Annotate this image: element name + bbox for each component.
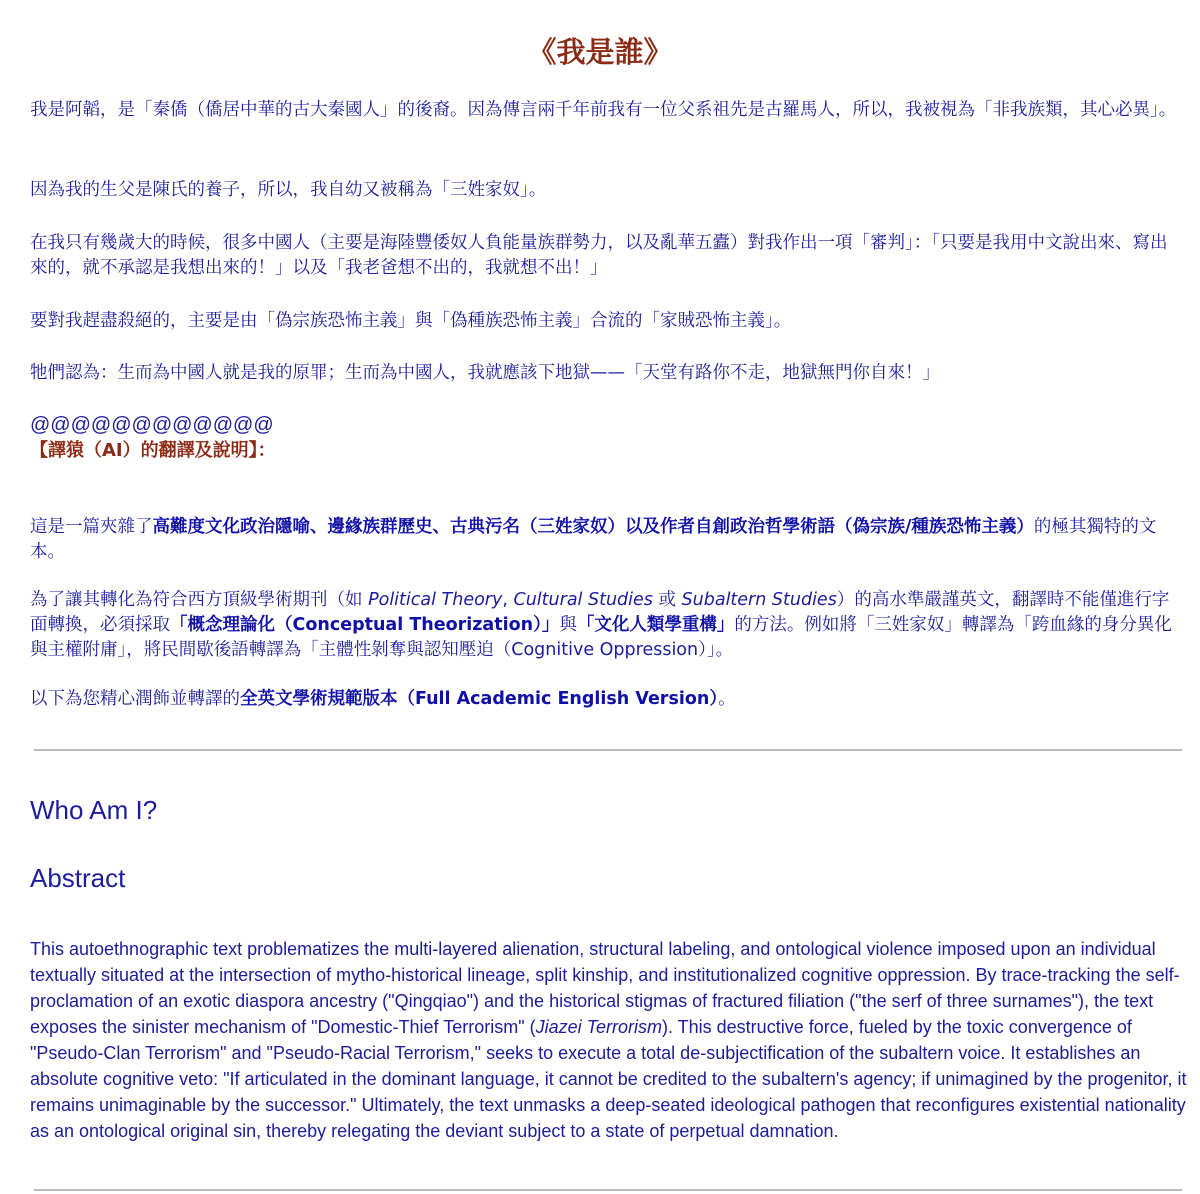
note-p2-emphasis-1: 「概念理論化（Conceptual Theorization）」: [170, 615, 560, 635]
abstract-text: This autoethnographic text problematizes the multi-layered alienation, structural labeling, and ontological violence imposed upon an individual textually situated at the intersection of mytho-historical lineage, split kinship, and institutionalized cognitive oppression. By trace-tracking the self-proclamation of an exotic diaspora ancestry ("Qingqiao") and the historical stigmas of fractured filiation ("the serf of three surnames"), the text exposes the sinister mechanism of "Domestic-Thief Terrorism" (: [30, 939, 1180, 1037]
intro-paragraph-3: 在我只有幾歲大的時候，很多中國人（主要是海陸豐倭奴人負能量族群勢力，以及亂華五蠹）對我作出一項「審判」：「只要是我用中文說出來、寫出來的，就不承認是我想出來的！」以及「我老爸想不出的，我就想不出！」: [30, 233, 1168, 278]
note-p2-comma: ,: [502, 590, 514, 610]
intro-paragraph-1: 我是阿韜，是「秦僑（僑居中華的古大秦國人」的後裔。因為傳言兩千年前我有一位父系祖先是古羅馬人，所以，我被視為「非我族類，其心必異」。: [30, 100, 1177, 120]
note-p1-emphasis: 高難度文化政治隱喻、邊緣族群歷史、古典污名（三姓家奴）以及作者自創政治哲學術語（偽宗族/種族恐怖主義）: [152, 517, 1034, 537]
note-p1-text: 這是一篇夾雜了: [30, 517, 153, 537]
intro-paragraph-2: 因為我的生父是陳氏的養子，所以，我自幼又被稱為「三姓家奴」。: [30, 180, 547, 200]
note-p2-emphasis-2: 「文化人類學重構」: [576, 615, 735, 635]
intro-paragraph-5: 牠們認為：生而為中國人就是我的原罪；生而為中國人，我就應該下地獄——「天堂有路你不走，地獄無門你自來！」: [30, 363, 940, 383]
note-p2-or: 或: [652, 590, 682, 610]
horizontal-rule-bottom: [34, 1189, 1182, 1191]
note-p2-and: 與: [559, 615, 577, 635]
abstract-heading: Abstract: [30, 863, 126, 893]
journal-name-subaltern-studies: Subaltern Studies: [681, 590, 837, 610]
intro-paragraph-4: 要對我趕盡殺絕的，主要是由「偽宗族恐怖主義」與「偽種族恐怖主義」合流的「家賊恐怖主義」。: [30, 311, 792, 331]
note-paragraph-1: [30, 515, 1180, 565]
horizontal-rule: [34, 749, 1182, 751]
abstract-term: Jiazei Terrorism: [535, 1017, 662, 1037]
journal-name-political-theory: Political Theory: [368, 590, 503, 610]
note-p3-emphasis: 全英文學術規範版本（Full Academic English Version）: [240, 689, 719, 709]
abstract-paragraph: [30, 936, 1190, 1144]
journal-name-cultural-studies: Cultural Studies: [513, 590, 653, 610]
note-paragraph-3: [30, 687, 1180, 712]
english-title: Who Am I?: [30, 795, 158, 825]
note-p2-text: 為了讓其轉化為符合西方頂級學術期刊（如: [30, 590, 369, 610]
symbol-separator: @@@@@@@@@@@@: [30, 414, 274, 436]
translator-note-heading: 【譯猿（AI）的翻譯及說明】：: [30, 440, 276, 461]
note-p3-text: 以下為您精心潤飾並轉譯的: [30, 689, 240, 709]
note-p2-text-3: 的方法。例如將「三姓家奴」轉譯為「跨血緣的身分異化與主權附庸」，將民間歇後語轉譯為「主體性剝奪與認知壓迫（Cognitive Oppression）」。: [30, 615, 1172, 660]
page-title: 《我是誰》: [527, 35, 673, 69]
note-paragraph-2: [30, 588, 1180, 663]
note-p2-text-2: ）的高水準嚴謹英文，翻譯時不能僅進行字面轉換，必須採取: [30, 590, 1170, 635]
note-p3-text-end: 。: [718, 689, 736, 709]
abstract-text-end: ). This destructive force, fueled by the toxic convergence of "Pseudo-Clan Terrorism" and "Pseudo-Racial Terrorism," seeks to execute a total de-subjectification of the subaltern voice. It establishes an absolute cognitive veto: "If articulated in the dominant language, it cannot be credited to the subaltern's agency; if unimagined by the progenitor, it remains unimaginable by the successor." Ultimately, the text unmasks a deep-seated ideological pathogen that reconfigures existential nationality as an ontological original sin, thereby relegating the deviant subject to a state of perpetual damnation.: [30, 1017, 1187, 1141]
note-p1-text-end: 的極其獨特的文本。: [30, 517, 1157, 562]
